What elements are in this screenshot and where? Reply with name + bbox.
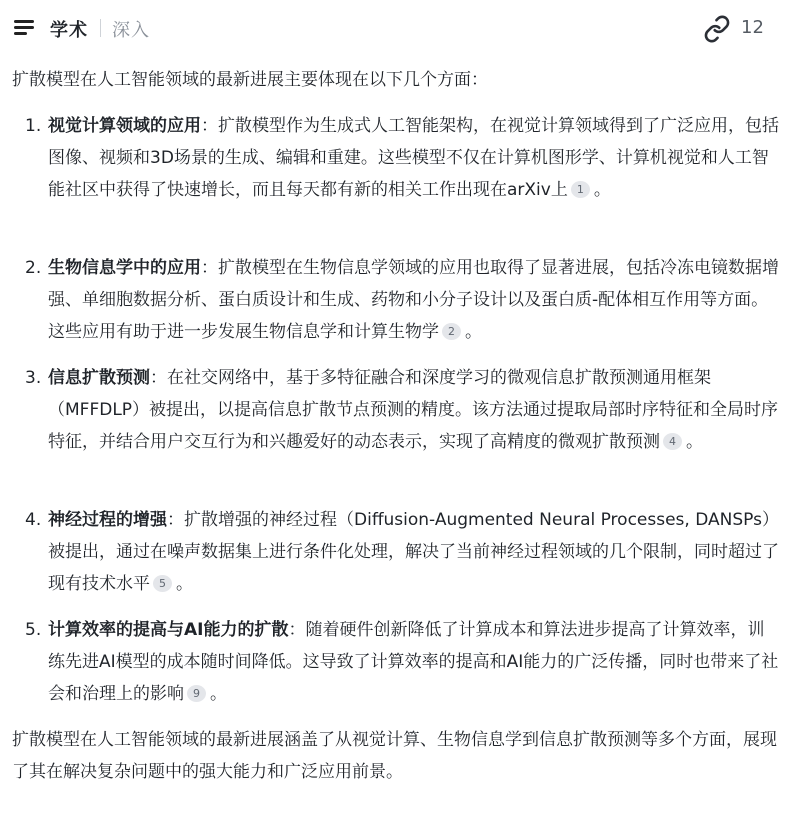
answer-content: [12, 64, 780, 788]
item-body: ：在社交网络中，基于多特征融合和深度学习的微观信息扩散预测通用框架（MFFDLP）被提出，以提高信息扩散节点预测的精度。该方法通过提取局部时序特征和全局时序特征，并结合用户交互行为和兴趣爱好的动态表示，实现了高精度的微观扩散预测: [48, 368, 779, 452]
citation-badge[interactable]: 5: [153, 575, 172, 592]
list-item: [12, 614, 780, 710]
list-item: [12, 362, 780, 490]
item-title: 计算效率的提高与AI能力的扩散: [48, 620, 289, 640]
item-body: ：扩散模型在生物信息学领域的应用也取得了显著进展，包括冷冻电镜数据增强、单细胞数据分析、蛋白质设计和生成、药物和小分子设计以及蛋白质-配体相互作用等方面。这些应用有助于进一步发展生物信息学和计算生物学: [48, 258, 779, 342]
hamburger-menu-icon[interactable]: [14, 20, 34, 36]
item-title: 神经过程的增强: [48, 510, 167, 530]
item-title: 信息扩散预测: [48, 368, 150, 388]
item-title: 视觉计算领域的应用: [48, 116, 201, 136]
mode-divider: [100, 19, 101, 37]
list-item: [12, 110, 780, 238]
item-end: 。: [686, 432, 703, 452]
item-end: 。: [176, 574, 193, 594]
source-count[interactable]: 12: [741, 17, 764, 38]
item-body: ：扩散模型作为生成式人工智能架构，在视觉计算领域得到了广泛应用，包括图像、视频和3D场景的生成、编辑和重建。这些模型不仅在计算机图形学、计算机视觉和人工智能社区中获得了快速增长，而且每天都有新的相关工作出现在arXiv上: [48, 116, 779, 200]
item-number: 5.: [25, 620, 42, 640]
intro-paragraph: 扩散模型在人工智能领域的最新进展主要体现在以下几个方面：: [12, 70, 488, 90]
item-body: ：扩散增强的神经过程（Diffusion-Augmented Neural Processes, DANSPs）被提出，通过在噪声数据集上进行条件化处理，解决了当前神经过程领域的几个限制，同时超过了现有技术水平: [48, 510, 779, 594]
item-number: 3.: [25, 368, 42, 388]
citation-badge[interactable]: 9: [187, 685, 206, 702]
mode-deep-label[interactable]: 深入: [112, 20, 150, 41]
item-end: 。: [465, 322, 482, 342]
item-body: ：随着硬件创新降低了计算成本和算法进步提高了计算效率，训练先进AI模型的成本随时间降低。这导致了计算效率的提高和AI能力的广泛传播，同时也带来了社会和治理上的影响: [48, 620, 779, 704]
findings-list: [12, 110, 780, 710]
answer-header: [0, 0, 803, 56]
item-end: 。: [593, 180, 611, 200]
item-number: 1.: [25, 116, 42, 136]
summary-paragraph: 扩散模型在人工智能领域的最新进展涵盖了从视觉计算、生物信息学到信息扩散预测等多个方面，展现了其在解决复杂问题中的强大能力和广泛应用前景。: [12, 730, 777, 782]
mode-academic-label[interactable]: 学术: [50, 20, 88, 41]
link-chain-icon[interactable]: [703, 15, 731, 43]
list-item: [12, 252, 780, 348]
citation-badge[interactable]: 4: [663, 433, 682, 450]
item-end: 。: [210, 684, 227, 704]
citation-badge[interactable]: 2: [442, 323, 461, 340]
item-number: 4.: [25, 510, 42, 530]
item-title: 生物信息学中的应用: [48, 258, 201, 278]
list-item: [12, 504, 780, 600]
citation-badge[interactable]: 1: [571, 181, 590, 198]
item-number: 2.: [25, 258, 42, 278]
